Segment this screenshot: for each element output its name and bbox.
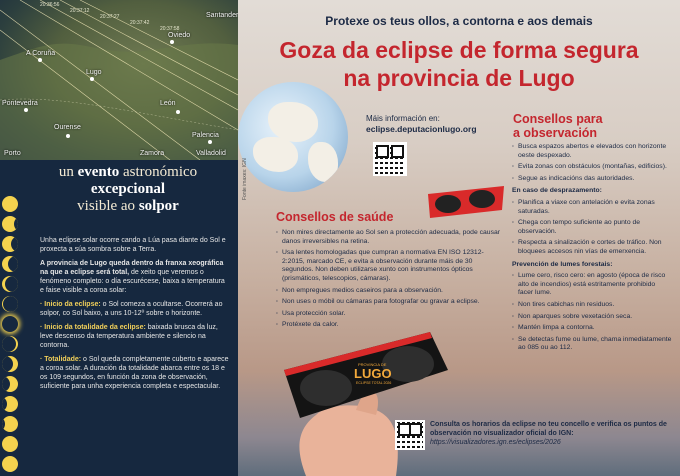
city-dot [90, 77, 94, 81]
list-item: · Protéxete da calor. [276, 321, 501, 330]
time-label: 20:37:58 [160, 26, 180, 32]
qr-code[interactable] [373, 142, 407, 176]
more-info-link[interactable]: eclipse.deputacionlugo.org [366, 124, 477, 134]
sun-phase-icon [2, 276, 18, 292]
list-item: · Chega con tempo suficiente ao punto de observación. [512, 219, 672, 236]
schedule-info [430, 420, 670, 447]
phase-start: · Inicio da eclipse: o Sol comeza a ocultarse. Ocorrerá ao solpor, co Sol baixo, a uns 10-12º sobre o horizonte. [40, 301, 223, 317]
intro-paragraph: Unha eclipse solar ocorre cando a Lúa pasa diante do Sol e proxecta a súa sombra sobre a Terra. [40, 237, 226, 253]
city-dot [66, 134, 70, 138]
city-label: Zamora [140, 150, 165, 157]
list-item: · Usa lentes homologadas que cumpran a normativa EN ISO 12312-2:2015, marcado CE, e evita a observación durante máis de 30 segundos. Non deben utilizarse xunto con instrumentos ópticos (prismáticos, telescopios, cámaras). [276, 249, 501, 283]
time-label: 20:37:12 [70, 8, 90, 14]
more-info [366, 114, 506, 134]
observation-tips-title: Consellos para a observación [513, 112, 603, 140]
lugo-paragraph: A provincia de Lugo queda dentro da franxa xeográfica na que a eclipse será total, de xeito que veremos o fenómeno completo: o día escurécese, baixa a temperatura e faise visible a coroa solar: [40, 260, 225, 294]
city-dot [208, 140, 212, 144]
glasses-brand-small: PROVINCIA DE [358, 362, 387, 367]
sun-phase-icon [2, 296, 18, 312]
qr-code[interactable] [395, 420, 425, 450]
globe-image [238, 82, 348, 192]
fire-prevention-subtitle: Prevención de lumes forestais: [512, 260, 613, 268]
city-label: Pontevedra [2, 100, 38, 107]
list-item: · Busca espazos abertos e elevados con horizonte oeste despexado. [512, 143, 672, 160]
city-label: Ourense [54, 124, 81, 131]
page-title: Goza da eclipse de forma segura na provincia de Lugo [279, 37, 639, 91]
eclipse-path-map [0, 0, 238, 160]
sun-phase-icon [2, 236, 18, 252]
observation-tips-list [512, 143, 672, 356]
event-title: un evento astronómico excepcional visible ao solpor [58, 164, 198, 214]
left-panel [0, 0, 238, 476]
list-item: · Planifica a viaxe con antelación e evita zonas saturadas. [512, 199, 672, 216]
health-tips-list [276, 229, 501, 333]
time-label: 20:37:27 [100, 14, 120, 20]
list-item: · Lume cero, risco cero: en agosto (época de risco alto de incendios) está estritamente prohibido facer lume. [512, 272, 672, 298]
sun-phase-icon [2, 396, 18, 412]
sun-phase-icon [2, 356, 18, 372]
city-label: A Coruña [26, 50, 56, 57]
glasses-brand-sub: ECLIPSE TOTAL 2026 [356, 381, 392, 385]
list-item: · Non tires cabichas nin residuos. [512, 301, 672, 310]
sun-phase-icon [2, 376, 18, 392]
city-label: Santander [206, 12, 238, 19]
city-dot [24, 108, 28, 112]
city-label: Palencia [192, 132, 219, 139]
glasses-brand: LUGO [354, 366, 392, 381]
list-item: · Mantén limpa a contorna. [512, 324, 672, 333]
right-panel [238, 0, 680, 476]
schedule-text: Consulta os horarios da eclipse no teu concello e verifica os puntos de observación no visualizador oficial do IGN: [430, 421, 667, 437]
eclipse-glasses-illustration [426, 184, 506, 220]
phase-totality: · Totalidade: o Sol queda completamente cuberto e aparece a coroa solar. A duración da totalidade abarca entre os 18 e os 109 segundos, en función da zona de observación, suficiente para unha experiencia completa e espectacular. [40, 356, 229, 390]
list-item: · Non empregues medios caseiros para a observación. [276, 287, 501, 296]
list-item: · Se detectas fume ou lume, chama inmediatamente ao 085 ou ao 112. [512, 336, 672, 353]
city-label: Oviedo [168, 32, 191, 39]
city-label: Porto [4, 150, 21, 157]
list-item: · Non uses o móbil ou cámaras para fotografar ou gravar a eclipse. [276, 298, 501, 307]
city-label: Valladolid [196, 150, 226, 157]
list-item: · Evita zonas con obstáculos (montañas, edificios). [512, 163, 672, 172]
city-dot [38, 58, 42, 62]
sun-phase-icon [2, 456, 18, 472]
eclipse-glasses-photo [280, 330, 450, 420]
time-label: 20:36:56 [40, 2, 60, 8]
sun-phase-icon [2, 196, 18, 212]
city-dot [170, 40, 174, 44]
list-item: · Non aparques sobre vexetación seca. [512, 313, 672, 322]
sun-phase-icon [2, 436, 18, 452]
ign-viewer-link[interactable]: https://visualizadores.ign.es/eclipses/2026 [430, 439, 561, 446]
city-label: León [160, 100, 176, 107]
city-label: Lugo [86, 69, 102, 76]
sun-phase-icon [2, 336, 18, 352]
sun-phase-icon [2, 416, 18, 432]
time-label: 20:37:42 [130, 20, 150, 26]
eclipse-explanation [40, 236, 230, 396]
health-tips-title: Consellos de saúde [276, 210, 394, 224]
city-dot [176, 110, 180, 114]
phase-totality-start: · Inicio da totalidade da eclipse: baixada brusca da luz, leve descenso da temperatura ambiente e silencio na contorna. [40, 324, 218, 349]
list-item: · Usa protección solar. [276, 310, 501, 319]
travel-subtitle: En caso de desprazamento: [512, 187, 602, 195]
list-item: · Respecta a sinalización e cortes de tráfico. Non bloquees accesos nin vías de emerxencia. [512, 239, 672, 256]
tagline: Protexe os teus ollos, a contorna e aos demais [325, 14, 593, 28]
list-item: · Non mires directamente ao Sol sen a protección adecuada, pode causar danos irreversibles na retina. [276, 229, 501, 246]
list-item: · Segue as indicacións das autoridades. [512, 175, 672, 184]
image-credit: Fonte imaxes: IGN [242, 158, 248, 200]
sun-corona-icon [2, 316, 18, 332]
sun-phase-icon [2, 256, 18, 272]
more-info-label: Máis información en: [366, 114, 440, 123]
sun-phase-icon [2, 216, 18, 232]
